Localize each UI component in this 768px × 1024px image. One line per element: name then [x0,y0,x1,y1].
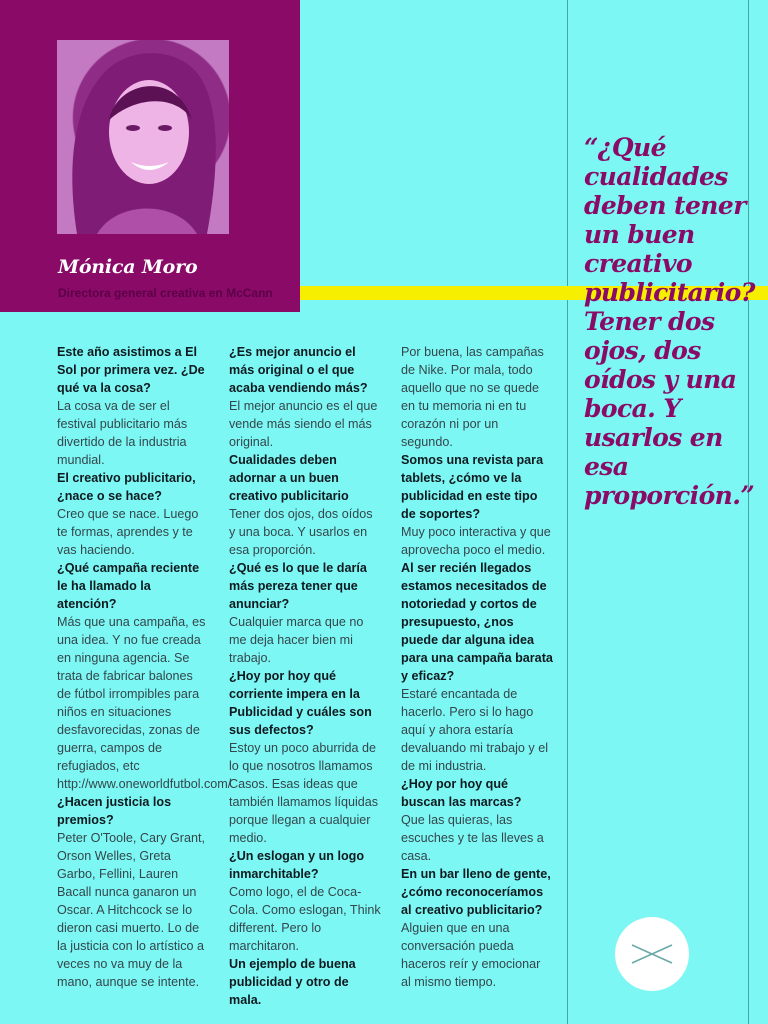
close-icon [615,917,689,991]
answer: Peter O'Toole, Cary Grant, Orson Welles, Greta Garbo, Fellini, Lauren Bacall nunca ganaron un Oscar. A Hitchcock se lo dieron casi muerto. Lo de la justicia con lo artístico a veces no va muy de la mano, aunque se intente. [57,831,205,989]
column-rule-left [567,0,568,1024]
close-button[interactable] [615,917,689,991]
question: Al ser recién llegados estamos necesitados de notoriedad y cortos de presupuesto, ¿nos puede dar alguna idea para una campaña barata y eficaz? [401,561,553,683]
profile-role: Directora general creativa en McCann [58,286,273,300]
answer: Más que una campaña, es una idea. Y no fue creada en ninguna agencia. Se trata de fabricar balones de fútbol irrompibles para niños en situaciones desfavorecidas, zonas de guerra, campos de refugiados, etc http://www.oneworldfutbol.com/ [57,615,232,791]
pull-quote: “¿Qué cualidades deben tener un buen creativo publicitario? Tener dos ojos, dos oídos y una boca. Y usarlos en esa proporción.” [584,133,755,510]
answer: Estoy un poco aburrida de lo que nosotros llamamos Casos. Esas ideas que también llamamos líquidas porque llegan a cualquier medio. [229,741,379,845]
answer: Alguien que en una conversación pueda haceros reír y emocionar al mismo tiempo. [401,921,541,989]
answer: Como logo, el de Coca-Cola. Como eslogan, Think different. Pero lo marchitaron. [229,885,381,953]
answer: Tener dos ojos, dos oídos y una boca. Y usarlos en esa proporción. [229,507,373,557]
interview-column-2 [229,343,381,1009]
answer: Estaré encantada de hacerlo. Pero si lo hago aquí y ahora estaría devaluando mi trabajo y el de mi industria. [401,687,549,773]
question: Este año asistimos a El Sol por primera vez. ¿De qué va la cosa? [57,345,205,395]
answer: Creo que se nace. Luego te formas, aprendes y te vas haciendo. [57,507,199,557]
profile-panel [0,0,300,312]
interview-column-1 [57,343,232,991]
interview-column-3 [401,343,553,991]
question: ¿Hacen justicia los premios? [57,795,172,827]
question: ¿Qué es lo que le daría más pereza tener que anunciar? [229,561,367,611]
question: Un ejemplo de buena publicidad y otro de mala. [229,957,356,1007]
portrait-photo [57,40,229,234]
answer: Que las quieras, las escuches y te las lleves a casa. [401,813,544,863]
answer: El mejor anuncio es el que vende más siendo el más original. [229,399,378,449]
question: ¿Hoy por hoy qué corriente impera en la Publicidad y cuáles son sus defectos? [229,669,372,737]
question: Somos una revista para tablets, ¿cómo ve la publicidad en este tipo de soportes? [401,453,544,521]
question: El creativo publicitario, ¿nace o se hace? [57,471,196,503]
answer: Cualquier marca que no me deja hacer bien mi trabajo. [229,615,364,665]
question: Cualidades deben adornar a un buen creativo publicitario [229,453,349,503]
answer: Por buena, las campañas de Nike. Por mala, todo aquello que no se quede en tu memoria ni en tu corazón ni por un segundo. [401,345,544,449]
question: ¿Qué campaña reciente le ha llamado la atención? [57,561,200,611]
question: ¿Un eslogan y un logo inmarchitable? [229,849,365,881]
profile-name: Mónica Moro [58,256,198,278]
answer: La cosa va de ser el festival publicitario más divertido de la industria mundial. [57,399,188,467]
question: ¿Hoy por hoy qué buscan las marcas? [401,777,522,809]
answer: Muy poco interactiva y que aprovecha poco el medio. [401,525,551,557]
question: ¿Es mejor anuncio el más original o el que acaba vendiendo más? [229,345,368,395]
question: En un bar lleno de gente, ¿cómo reconoceríamos al creativo publicitario? [401,867,551,917]
